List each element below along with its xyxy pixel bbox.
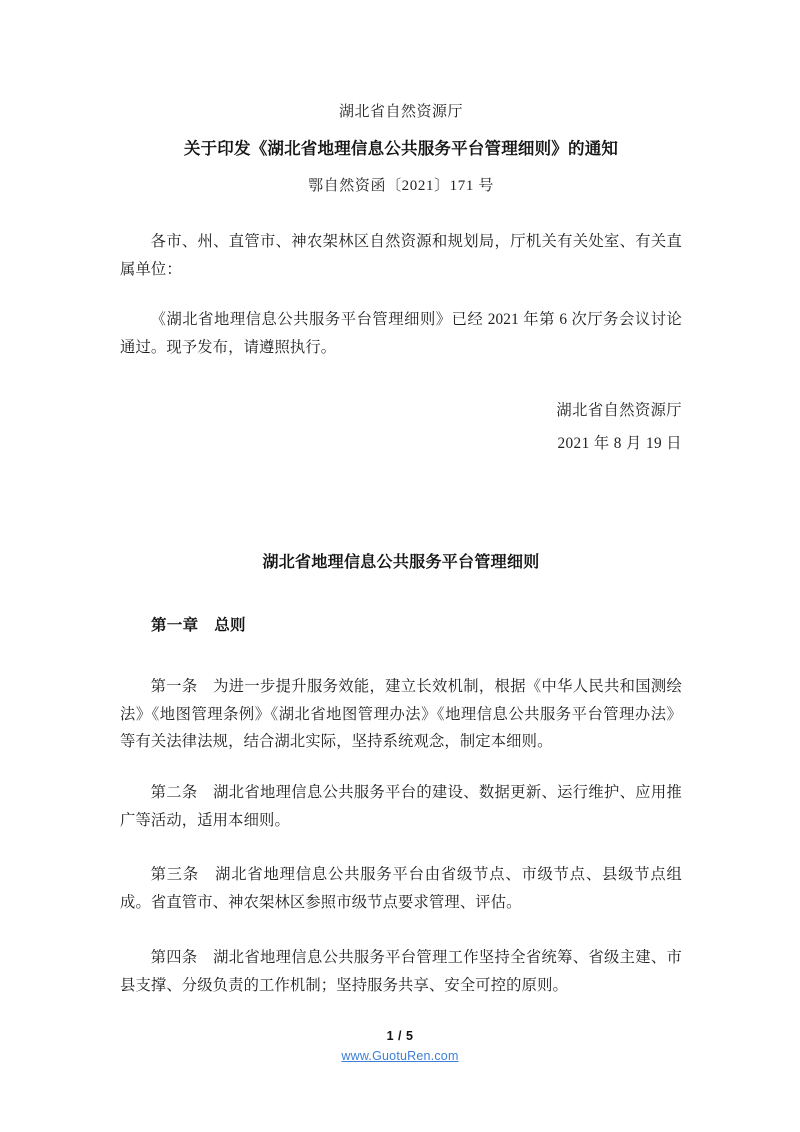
chapter-heading-1: 第一章 总则	[151, 617, 246, 634]
article-4: 第四条 湖北省地理信息公共服务平台管理工作坚持全省统筹、省级主建、市县支撑、分级负责的工作机制；坚持服务共享、安全可控的原则。	[120, 949, 682, 994]
notice-title: 关于印发《湖北省地理信息公共服务平台管理细则》的通知	[183, 140, 619, 158]
page-footer	[0, 1028, 800, 1065]
resolution-paragraph: 《湖北省地理信息公共服务平台管理细则》已经 2021 年第 6 次厅务会议讨论通过。现予发布，请遵照执行。	[120, 311, 682, 356]
page-number: 1 / 5	[386, 1029, 414, 1043]
signature-date: 2021 年 8 月 19 日	[557, 435, 682, 452]
signature-organization: 湖北省自然资源厅	[556, 402, 682, 419]
regulation-title: 湖北省地理信息公共服务平台管理细则	[262, 554, 540, 571]
article-2: 第二条 湖北省地理信息公共服务平台的建设、数据更新、运行维护、应用推广等活动，适用本细则。	[120, 784, 682, 829]
masthead	[120, 100, 682, 199]
issuing-agency: 湖北省自然资源厅	[338, 104, 463, 120]
article-1: 第一条 为进一步提升服务效能，建立长效机制，根据《中华人民共和国测绘法》《地图管理条例》《湖北省地图管理办法》《地理信息公共服务平台管理办法》等有关法律法规，结合湖北实际，坚持系统观念，制定本细则。	[120, 678, 682, 750]
signature-block	[120, 398, 682, 457]
article-3: 第三条 湖北省地理信息公共服务平台由省级节点、市级节点、县级节点组成。省直管市、神农架林区参照市级节点要求管理、评估。	[120, 866, 682, 911]
watermark-link[interactable]: www.GuotuRen.com	[341, 1049, 459, 1063]
document-number: 鄂自然资函〔2021〕171 号	[308, 178, 494, 194]
recipients-paragraph: 各市、州、直管市、神农架林区自然资源和规划局，厅机关有关处室、有关直属单位：	[120, 233, 682, 278]
